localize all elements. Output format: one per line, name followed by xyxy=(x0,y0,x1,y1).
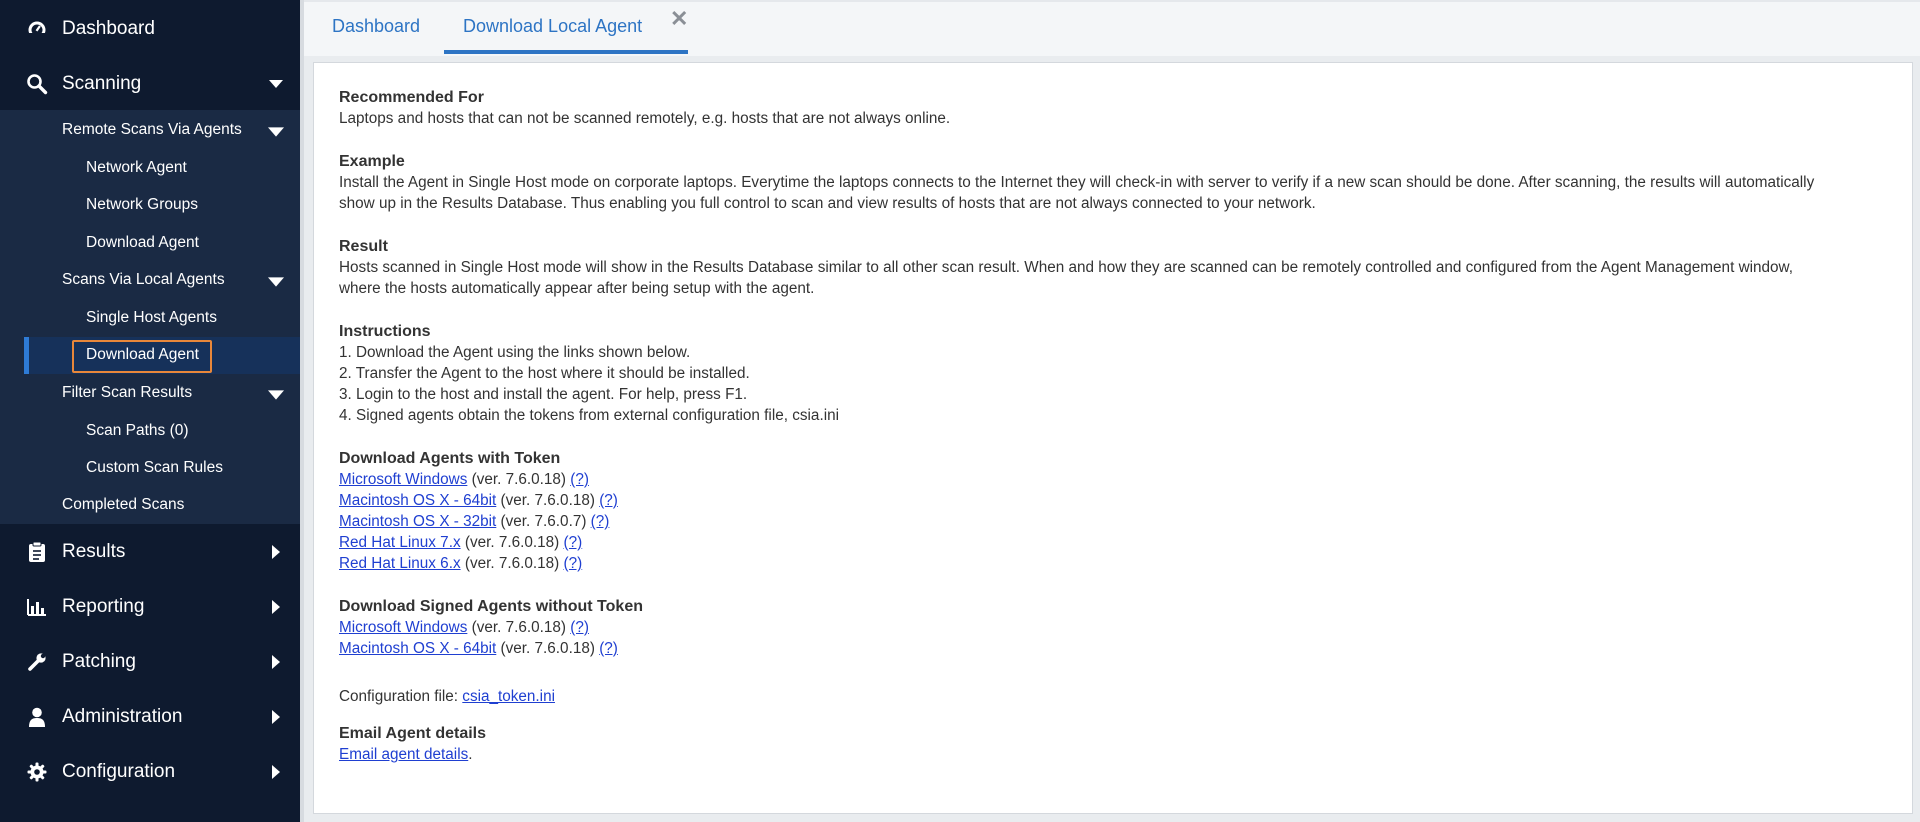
download-link-windows-signed[interactable]: Microsoft Windows xyxy=(339,619,468,636)
sidebar-item-download-agent-remote[interactable]: Download Agent xyxy=(86,234,199,251)
download-row xyxy=(339,617,1909,638)
group-label: Remote Scans Via Agents xyxy=(62,121,242,138)
sidebar-nav xyxy=(0,0,300,822)
help-link[interactable]: (?) xyxy=(590,513,610,530)
wrench-icon xyxy=(26,651,48,673)
section-example xyxy=(339,151,1909,214)
sidebar-divider xyxy=(300,0,304,822)
section-text: Laptops and hosts that can not be scanned remotely, e.g. hosts that are not always online. xyxy=(339,110,951,127)
bar-chart-icon xyxy=(26,596,48,618)
download-link-macos-64bit-signed[interactable]: Macintosh OS X - 64bit xyxy=(339,640,497,657)
config-file-link[interactable]: csia_token.ini xyxy=(462,688,555,705)
tab-dashboard[interactable]: Dashboard xyxy=(332,16,421,36)
dashboard-gauge-icon xyxy=(26,18,48,40)
section-heading: Example xyxy=(339,153,405,170)
sidebar-item-patching[interactable] xyxy=(0,634,300,689)
email-agent-details-link[interactable]: Email agent details xyxy=(339,746,469,763)
instruction-step: 3. Login to the host and install the agent. For help, press F1. xyxy=(339,386,748,403)
caret-right-icon xyxy=(268,599,284,615)
version-text: (ver. 7.6.0.7) xyxy=(496,513,591,530)
sidebar-item-label: Administration xyxy=(62,705,183,727)
help-link[interactable]: (?) xyxy=(563,555,583,572)
punctuation: . xyxy=(468,746,473,763)
download-row xyxy=(339,532,1909,553)
sidebar-group-local-agents[interactable] xyxy=(62,271,225,289)
section-heading: Instructions xyxy=(339,323,431,340)
caret-right-icon xyxy=(268,764,284,780)
sidebar-item-configuration[interactable] xyxy=(0,744,300,799)
download-row xyxy=(339,490,1909,511)
section-text: Install the Agent in Single Host mode on corporate laptops. Everytime the laptops connects to the Internet they will check-in with server to verify if a new scan should be done. After scanning, the results will automatically xyxy=(339,174,1815,191)
active-tab-indicator xyxy=(444,50,688,54)
sidebar-item-label: Configuration xyxy=(62,760,176,782)
section-text: where the hosts automatically appear after being setup with the agent. xyxy=(339,280,815,297)
instruction-step: 1. Download the Agent using the links shown below. xyxy=(339,344,691,361)
sidebar-item-network-groups[interactable]: Network Groups xyxy=(86,196,198,213)
download-row xyxy=(339,511,1909,532)
tab-download-local-agent[interactable]: Download Local Agent xyxy=(463,16,643,36)
help-link[interactable]: (?) xyxy=(570,619,589,636)
sidebar-item-label: Patching xyxy=(62,650,136,672)
user-icon xyxy=(26,706,48,728)
sidebar-item-dashboard[interactable] xyxy=(0,1,300,56)
sidebar-item-download-agent-local[interactable]: Download Agent xyxy=(86,346,199,363)
version-text: (ver. 7.6.0.18) xyxy=(496,640,600,657)
sidebar-item-label: Reporting xyxy=(62,595,145,617)
download-row xyxy=(339,469,1909,490)
sidebar-item-scanning[interactable] xyxy=(0,56,300,111)
sidebar-item-network-agent[interactable]: Network Agent xyxy=(86,159,187,176)
download-link-redhat-7[interactable]: Red Hat Linux 7.x xyxy=(339,534,461,551)
close-tab-icon[interactable]: ✕ xyxy=(670,6,689,31)
clipboard-icon xyxy=(26,541,48,563)
download-link-macos-64bit[interactable]: Macintosh OS X - 64bit xyxy=(339,492,497,509)
section-heading: Email Agent details xyxy=(339,725,486,742)
download-row xyxy=(339,638,1909,659)
config-file-label: Configuration file: xyxy=(339,688,463,705)
instruction-step: 2. Transfer the Agent to the host where it should be installed. xyxy=(339,365,750,382)
section-result xyxy=(339,236,1909,299)
section-email xyxy=(339,723,1909,765)
caret-down-icon xyxy=(268,76,284,92)
download-link-macos-32bit[interactable]: Macintosh OS X - 32bit xyxy=(339,513,497,530)
version-text: (ver. 7.6.0.18) xyxy=(496,492,600,509)
caret-down-icon xyxy=(268,276,284,288)
sidebar-item-completed-scans[interactable]: Completed Scans xyxy=(62,496,185,513)
download-link-redhat-6[interactable]: Red Hat Linux 6.x xyxy=(339,555,461,572)
sidebar-item-administration[interactable] xyxy=(0,689,300,744)
sidebar-group-remote-scans[interactable] xyxy=(62,121,242,139)
help-link[interactable]: (?) xyxy=(599,640,618,657)
sidebar-item-reporting[interactable] xyxy=(0,579,300,634)
sidebar-item-label: Scanning xyxy=(62,72,142,94)
version-text: (ver. 7.6.0.18) xyxy=(460,534,564,551)
section-heading: Download Signed Agents without Token xyxy=(339,598,643,615)
section-recommended xyxy=(339,87,1909,129)
version-text: (ver. 7.6.0.18) xyxy=(460,555,564,572)
search-magnifier-icon xyxy=(26,73,48,95)
sidebar-item-custom-scan-rules[interactable]: Custom Scan Rules xyxy=(86,459,223,476)
gear-icon xyxy=(26,761,48,783)
help-link[interactable]: (?) xyxy=(563,534,583,551)
caret-right-icon xyxy=(268,654,284,670)
section-download-signed xyxy=(339,596,1909,659)
version-text: (ver. 7.6.0.18) xyxy=(467,471,571,488)
config-file-row xyxy=(339,686,1909,707)
sidebar-item-label: Results xyxy=(62,540,126,562)
version-text: (ver. 7.6.0.18) xyxy=(467,619,571,636)
section-text: show up in the Results Database. Thus enabling you full control to scan and view results of hosts that are not always connected to your network. xyxy=(339,195,1316,212)
section-text: Hosts scanned in Single Host mode will show in the Results Database similar to all other scan result. When and how they are scanned can be remotely controlled and configured from the Agent Management window, xyxy=(339,259,1793,276)
sidebar-item-single-host-agents[interactable]: Single Host Agents xyxy=(86,309,217,326)
download-link-windows[interactable]: Microsoft Windows xyxy=(339,471,468,488)
caret-down-icon xyxy=(268,126,284,138)
section-heading: Result xyxy=(339,238,388,255)
download-row xyxy=(339,553,1909,574)
sidebar-group-filter-scan-results[interactable] xyxy=(62,384,192,402)
section-instructions xyxy=(339,321,1909,426)
sidebar-item-scan-paths[interactable]: Scan Paths (0) xyxy=(86,422,189,439)
section-heading: Recommended For xyxy=(339,89,484,106)
section-heading: Download Agents with Token xyxy=(339,450,561,467)
caret-right-icon xyxy=(268,544,284,560)
sidebar-item-label: Dashboard xyxy=(62,17,155,39)
help-link[interactable]: (?) xyxy=(570,471,589,488)
active-indicator xyxy=(24,337,29,374)
sidebar-item-results[interactable] xyxy=(0,524,300,579)
caret-right-icon xyxy=(268,709,284,725)
email-row xyxy=(339,744,1909,765)
selection-highlight-box xyxy=(72,340,212,373)
help-link[interactable]: (?) xyxy=(599,492,618,509)
caret-down-icon xyxy=(268,389,284,401)
instruction-step: 4. Signed agents obtain the tokens from external configuration file, csia.ini xyxy=(339,407,839,424)
group-label: Filter Scan Results xyxy=(62,384,193,401)
section-download-with-token xyxy=(339,448,1909,574)
group-label: Scans Via Local Agents xyxy=(62,271,225,288)
